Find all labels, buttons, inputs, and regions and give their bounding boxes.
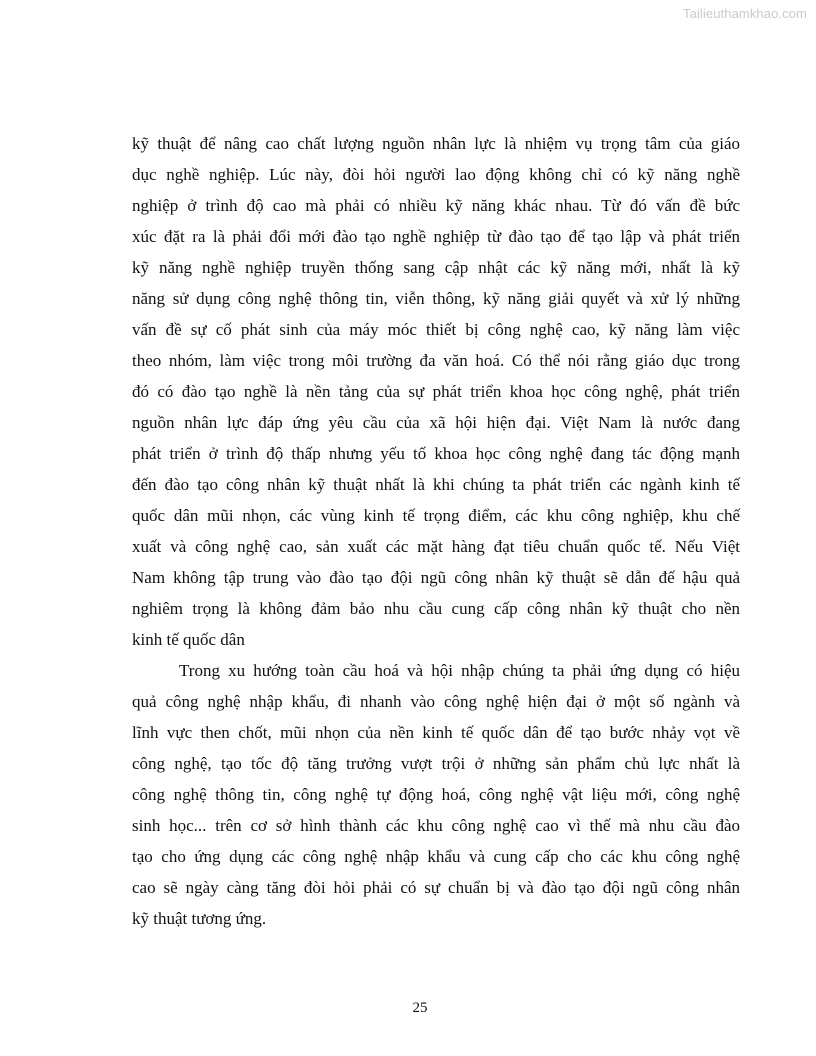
text-line: kỹ thuật tương ứng. (132, 909, 267, 928)
watermark-text: Tailieuthamkhao.com (682, 6, 807, 21)
text-line: năng sử dụng công nghệ thông tin, viễn thông, kỹ năng giải quyết và xử lý những (132, 289, 740, 308)
text-line: tạo cho ứng dụng các công nghệ nhập khẩu và cung cấp cho các khu công nghệ (132, 847, 740, 866)
text-line: đến đào tạo công nhân kỹ thuật nhất là khi chúng ta phát triển các ngành kinh tế (132, 475, 740, 494)
text-line: đó có đào tạo nghề là nền tảng của sự phát triển khoa học công nghệ, phát triển (132, 382, 740, 401)
text-line: Trong xu hướng toàn cầu hoá và hội nhập chúng ta phải ứng dụng có hiệu (179, 661, 740, 680)
text-line: lĩnh vực then chốt, mũi nhọn của nền kinh tế quốc dân để tạo bước nhảy vọt về (132, 723, 740, 742)
text-line: theo nhóm, làm việc trong môi trường đa văn hoá. Có thể nói rằng giáo dục trong (132, 351, 740, 370)
page-number: 25 (412, 1000, 428, 1016)
text-line: công nghệ, tạo tốc độ tăng trưởng vượt trội ở những sản phẩm chủ lực nhất là (132, 754, 740, 773)
text-line: phát triển ở trình độ thấp nhưng yếu tố khoa học công nghệ đang tác động mạnh (132, 444, 740, 463)
text-line: nghiệp ở trình độ cao mà phải có nhiều kỹ năng khác nhau. Từ đó vấn đề bức (132, 196, 740, 215)
document-body (132, 128, 740, 934)
text-line: sinh học... trên cơ sở hình thành các khu công nghệ cao vì thế mà nhu cầu đào (132, 816, 740, 835)
text-line: công nghệ thông tin, công nghệ tự động hoá, công nghệ vật liệu mới, công nghệ (132, 785, 740, 804)
paragraph-1 (132, 128, 740, 655)
text-line: quả công nghệ nhập khẩu, đi nhanh vào công nghệ hiện đại ở một số ngành và (132, 692, 740, 711)
text-line: kỹ thuật để nâng cao chất lượng nguồn nhân lực là nhiệm vụ trọng tâm của giáo (132, 134, 740, 153)
paragraph-2 (132, 655, 740, 934)
text-line: nghiêm trọng là không đảm bảo nhu cầu cung cấp công nhân kỹ thuật cho nền (132, 599, 740, 618)
text-line: xúc đặt ra là phải đổi mới đào tạo nghề nghiệp từ đào tạo để tạo lập và phát triển (132, 227, 740, 246)
text-line: cao sẽ ngày càng tăng đòi hỏi phải có sự chuẩn bị và đào tạo đội ngũ công nhân (132, 878, 740, 897)
text-line: kinh tế quốc dân (132, 630, 245, 649)
text-line: xuất và công nghệ cao, sản xuất các mặt hàng đạt tiêu chuẩn quốc tế. Nếu Việt (132, 537, 740, 556)
text-line: nguồn nhân lực đáp ứng yêu cầu của xã hội hiện đại. Việt Nam là nước đang (132, 413, 740, 432)
text-line: quốc dân mũi nhọn, các vùng kinh tế trọng điểm, các khu công nghiệp, khu chế (132, 506, 740, 525)
text-line: Nam không tập trung vào đào tạo đội ngũ công nhân kỹ thuật sẽ dẫn đế hậu quả (132, 568, 740, 587)
text-line: kỹ năng nghề nghiệp truyền thống sang cập nhật các kỹ năng mới, nhất là kỹ (132, 258, 740, 277)
text-line: dục nghề nghiệp. Lúc này, đòi hỏi người lao động không chỉ có kỹ năng nghề (132, 165, 740, 184)
text-line: vấn đề sự cố phát sinh của máy móc thiết bị công nghệ cao, kỹ năng làm việc (132, 320, 740, 339)
